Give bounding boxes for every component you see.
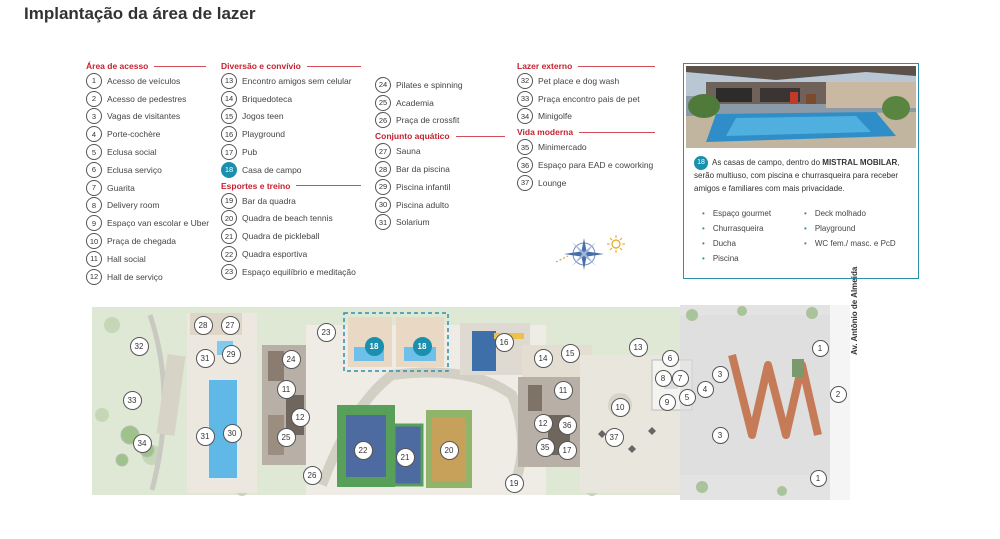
map-marker: 21 bbox=[396, 448, 415, 467]
map-marker: 11 bbox=[277, 380, 296, 399]
section-title: Área de acesso bbox=[86, 60, 206, 72]
legend-label: Academia bbox=[396, 97, 434, 108]
legend-label: Acesso de pedestres bbox=[107, 93, 187, 104]
legend-number: 7 bbox=[86, 180, 102, 196]
map-marker: 35 bbox=[536, 438, 555, 457]
badge-18: 18 bbox=[694, 156, 708, 170]
legend-label: Espaço equilíbrio e meditação bbox=[242, 266, 356, 277]
legend-number: 20 bbox=[221, 210, 237, 226]
legend-item bbox=[221, 161, 361, 179]
map-marker: 18 bbox=[365, 337, 384, 356]
map-marker: 14 bbox=[534, 349, 553, 368]
legend-label: Minigolfe bbox=[538, 111, 573, 122]
legend-number: 24 bbox=[375, 77, 391, 93]
map-marker: 2 bbox=[830, 386, 847, 403]
legend-number: 13 bbox=[221, 73, 237, 89]
legend-item bbox=[86, 250, 206, 268]
legend-label: Pilates e spinning bbox=[396, 79, 463, 90]
legend-item bbox=[221, 143, 361, 161]
legend-item bbox=[86, 214, 210, 232]
bullet-icon: • bbox=[702, 209, 705, 218]
legend-label: Solarium bbox=[396, 217, 430, 228]
legend-label: Quadra esportiva bbox=[242, 249, 308, 260]
card-bullet bbox=[804, 224, 904, 239]
card-bullet bbox=[702, 239, 771, 254]
legend-label: Jogos teen bbox=[242, 111, 284, 122]
legend-number: 27 bbox=[375, 143, 391, 159]
legend-label: Delivery room bbox=[107, 200, 160, 211]
map-marker: 24 bbox=[282, 350, 301, 369]
compass-rose-icon bbox=[550, 232, 630, 276]
legend-number: 5 bbox=[86, 144, 102, 160]
legend-label: Minimercado bbox=[538, 142, 587, 153]
legend-label: Bar da quadra bbox=[242, 195, 296, 206]
map-marker: 3 bbox=[712, 427, 729, 444]
legend-item bbox=[86, 161, 206, 179]
legend-label: Quadra de beach tennis bbox=[242, 213, 333, 224]
map-marker: 11 bbox=[554, 381, 573, 400]
legend-number: 6 bbox=[86, 162, 102, 178]
legend-label: Eclusa social bbox=[107, 147, 157, 158]
card-bullet bbox=[804, 239, 904, 254]
legend-label: Vagas de visitantes bbox=[107, 111, 181, 122]
legend-item bbox=[221, 227, 361, 245]
legend-label: Playground bbox=[242, 129, 286, 140]
legend-item bbox=[221, 72, 361, 90]
card-bullet bbox=[702, 209, 771, 224]
legend-number: 36 bbox=[517, 157, 533, 173]
map-marker: 34 bbox=[133, 434, 152, 453]
card-bullet-label: WC fem./ masc. e PcD bbox=[814, 239, 896, 248]
legend-label: Espaço van escolar e Uber bbox=[107, 218, 210, 229]
legend-label: Pub bbox=[242, 147, 258, 158]
card-bullet-label: Playground bbox=[814, 224, 856, 233]
map-marker: 9 bbox=[659, 394, 676, 411]
map-marker: 1 bbox=[812, 340, 829, 357]
legend-label: Eclusa serviço bbox=[107, 164, 162, 175]
card-bullet bbox=[702, 254, 771, 269]
bullet-icon: • bbox=[804, 239, 807, 248]
map-marker: 10 bbox=[611, 398, 630, 417]
legend-item bbox=[375, 94, 505, 112]
legend-externo bbox=[517, 60, 655, 192]
section-title: Lazer externo bbox=[517, 60, 655, 72]
legend-label: Briquedoteca bbox=[242, 93, 293, 104]
legend-item bbox=[517, 90, 655, 108]
card-bullet-label: Piscina bbox=[712, 254, 739, 263]
map-marker: 4 bbox=[697, 381, 714, 398]
legend-item bbox=[375, 214, 505, 232]
legend-label: Hall social bbox=[107, 253, 146, 264]
legend-item bbox=[221, 210, 361, 228]
legend-item bbox=[86, 125, 206, 143]
legend-number: 29 bbox=[375, 179, 391, 195]
map-marker: 25 bbox=[277, 428, 296, 447]
legend-item bbox=[375, 178, 505, 196]
legend-label: Lounge bbox=[538, 177, 567, 188]
legend-number: 9 bbox=[86, 215, 102, 231]
legend-label: Quadra de pickleball bbox=[242, 231, 320, 242]
map-marker: 31 bbox=[196, 349, 215, 368]
legend-number: 31 bbox=[375, 214, 391, 230]
map-marker: 36 bbox=[558, 416, 577, 435]
legend-item bbox=[221, 90, 361, 108]
legend-item bbox=[375, 76, 505, 94]
map-marker: 3 bbox=[712, 366, 729, 383]
legend-label: Piscina infantil bbox=[396, 181, 451, 192]
legend-number: 19 bbox=[221, 193, 237, 209]
legend-number: 30 bbox=[375, 197, 391, 213]
legend-label: Encontro amigos sem celular bbox=[242, 75, 352, 86]
card-bullet bbox=[702, 224, 771, 239]
card-description: 18 As casas de campo, dentro do MISTRAL MOBILAR, serão multiuso, com piscina e churrasqueira para receber amigos e familiares com mais privacidade. bbox=[694, 156, 912, 195]
legend-item bbox=[221, 192, 361, 210]
map-marker: 23 bbox=[317, 323, 336, 342]
card-bullet bbox=[804, 209, 904, 224]
legend-number: 10 bbox=[86, 233, 102, 249]
section-title: Diversão e convívio bbox=[221, 60, 361, 72]
bullet-icon: • bbox=[702, 239, 705, 248]
legend-number: 28 bbox=[375, 161, 391, 177]
legend-label: Praça de crossfit bbox=[396, 115, 460, 126]
legend-number: 2 bbox=[86, 91, 102, 107]
legend-item bbox=[86, 108, 206, 126]
map-marker: 16 bbox=[495, 333, 514, 352]
map-marker: 12 bbox=[534, 414, 553, 433]
pool-photo bbox=[686, 66, 916, 148]
bullet-icon: • bbox=[702, 254, 705, 263]
legend-label: Hall de serviço bbox=[107, 271, 163, 282]
legend-item bbox=[86, 268, 206, 286]
legend-item bbox=[517, 72, 655, 90]
legend-label: Praça de chegada bbox=[107, 236, 176, 247]
legend-item bbox=[86, 72, 206, 90]
legend-number: 11 bbox=[86, 251, 102, 267]
legend-item bbox=[221, 245, 361, 263]
legend-item bbox=[221, 108, 361, 126]
legend-label: Espaço para EAD e coworking bbox=[538, 160, 654, 171]
legend-number: 16 bbox=[221, 126, 237, 142]
legend-number: 18 bbox=[221, 162, 237, 178]
legend-item bbox=[517, 156, 655, 174]
map-marker: 33 bbox=[123, 391, 142, 410]
legend-item bbox=[86, 90, 206, 108]
legend-acesso bbox=[86, 60, 210, 286]
legend-item bbox=[86, 179, 206, 197]
legend-number: 4 bbox=[86, 126, 102, 142]
legend-number: 22 bbox=[221, 246, 237, 262]
map-marker: 1 bbox=[810, 470, 827, 487]
map-marker: 30 bbox=[223, 424, 242, 443]
legend-item bbox=[86, 197, 206, 215]
legend-item bbox=[221, 125, 361, 143]
legend-diversao bbox=[221, 60, 361, 281]
map-marker: 18 bbox=[413, 337, 432, 356]
legend-number: 1 bbox=[86, 73, 102, 89]
map-marker: 27 bbox=[221, 316, 240, 335]
legend-number: 25 bbox=[375, 95, 391, 111]
map-marker: 19 bbox=[505, 474, 524, 493]
map-marker: 31 bbox=[196, 427, 215, 446]
legend-number: 3 bbox=[86, 108, 102, 124]
legend-number: 37 bbox=[517, 175, 533, 191]
map-marker: 5 bbox=[679, 389, 696, 406]
page-title: Implantação da área de lazer bbox=[24, 4, 256, 23]
legend-number: 23 bbox=[221, 264, 237, 280]
map-marker: 20 bbox=[440, 441, 459, 460]
bullet-icon: • bbox=[702, 224, 705, 233]
legend-item bbox=[517, 108, 655, 126]
legend-label: Porte-cochère bbox=[107, 129, 161, 140]
section-title: Conjunto aquático bbox=[375, 130, 505, 142]
bullet-icon: • bbox=[804, 209, 807, 218]
legend-number: 8 bbox=[86, 197, 102, 213]
legend-number: 35 bbox=[517, 139, 533, 155]
legend-col3 bbox=[375, 76, 505, 231]
bullet-icon: • bbox=[804, 224, 807, 233]
legend-item bbox=[86, 232, 206, 250]
legend-number: 32 bbox=[517, 73, 533, 89]
casa-de-campo-card bbox=[683, 63, 919, 279]
map-marker: 17 bbox=[558, 441, 577, 460]
map-marker: 32 bbox=[130, 337, 149, 356]
section-title: Vida moderna bbox=[517, 126, 655, 138]
legend-number: 33 bbox=[517, 91, 533, 107]
map-marker: 12 bbox=[291, 408, 310, 427]
legend-item bbox=[517, 138, 655, 156]
legend-label: Bar da piscina bbox=[396, 164, 450, 175]
legend-number: 21 bbox=[221, 228, 237, 244]
card-bullet-label: Deck molhado bbox=[814, 209, 866, 218]
legend-number: 26 bbox=[375, 112, 391, 128]
legend-item bbox=[375, 196, 505, 214]
section-title: Esportes e treino bbox=[221, 180, 361, 192]
legend-number: 14 bbox=[221, 91, 237, 107]
legend-label: Acesso de veículos bbox=[107, 75, 181, 86]
legend-label: Piscina adulto bbox=[396, 199, 449, 210]
site-plan-map bbox=[92, 305, 934, 500]
legend-item bbox=[221, 263, 361, 281]
legend-item bbox=[517, 174, 655, 192]
legend-number: 17 bbox=[221, 144, 237, 160]
card-bullet-label: Ducha bbox=[712, 239, 736, 248]
map-marker: 22 bbox=[354, 441, 373, 460]
legend-number: 12 bbox=[86, 269, 102, 285]
map-marker: 15 bbox=[561, 344, 580, 363]
legend-number: 15 bbox=[221, 108, 237, 124]
map-marker: 7 bbox=[672, 370, 689, 387]
map-marker: 6 bbox=[662, 350, 679, 367]
legend-label: Pet place e dog wash bbox=[538, 75, 620, 86]
legend-item bbox=[86, 143, 206, 161]
street-label: Av. Antônio de Almeida bbox=[850, 266, 859, 355]
map-marker: 13 bbox=[629, 338, 648, 357]
legend-item bbox=[375, 112, 505, 130]
map-marker: 26 bbox=[303, 466, 322, 485]
map-marker: 37 bbox=[605, 428, 624, 447]
legend-item bbox=[375, 142, 505, 160]
card-bullet-label: Espaço gourmet bbox=[712, 209, 772, 218]
map-marker: 29 bbox=[222, 345, 241, 364]
map-marker: 8 bbox=[655, 370, 672, 387]
legend-label: Praça encontro pais de pet bbox=[538, 93, 640, 104]
card-bullet-label: Churrasqueira bbox=[712, 224, 764, 233]
legend-label: Guarita bbox=[107, 182, 135, 193]
legend-number: 34 bbox=[517, 108, 533, 124]
map-marker: 28 bbox=[194, 316, 213, 335]
legend-label: Casa de campo bbox=[242, 164, 302, 175]
legend-label: Sauna bbox=[396, 146, 421, 157]
legend-item bbox=[375, 160, 505, 178]
